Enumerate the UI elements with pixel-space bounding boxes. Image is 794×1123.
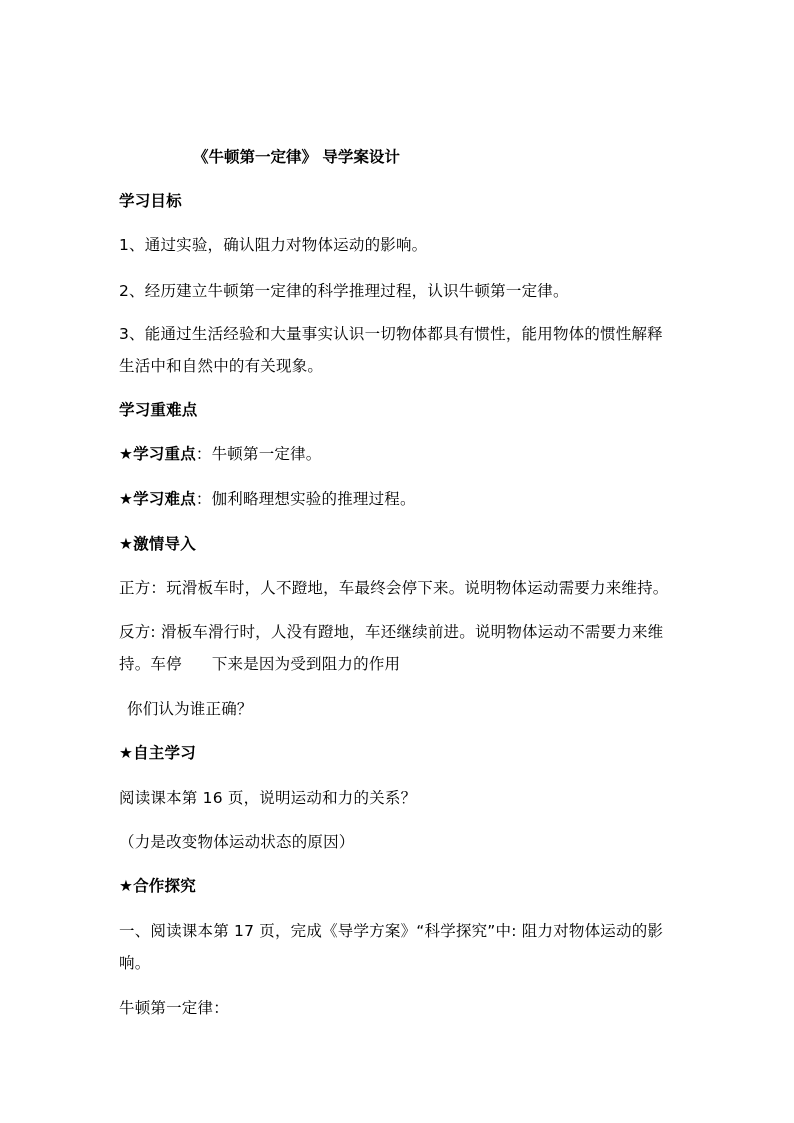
intro-question: 你们认为谁正确？: [127, 700, 253, 718]
key-point-difficulty: [119, 488, 416, 510]
section-heading-key-points: 学习重难点: [119, 401, 198, 419]
objective-item-2: 2、经历建立牛顿第一定律的科学推理过程，认识牛顿第一定律。: [119, 282, 569, 300]
cooperative-item-1-line-1: 一、阅读课本第 17 页，完成《导学方案》“科学探究”中: 阻力对物体运动的影: [119, 922, 664, 940]
focus-label: ★学习重点: [119, 445, 196, 463]
self-study-answer: （力是改变物体运动状态的原因）: [119, 833, 355, 851]
page-title: 《牛顿第一定律》 导学案设计: [193, 148, 400, 166]
intro-con-part-b: 下来是因为受到阻力的作用: [211, 655, 401, 673]
objective-item-1: 1、通过实验，确认阻力对物体运动的影响。: [119, 236, 428, 254]
section-heading-cooperative: ★合作探究: [119, 877, 196, 895]
intro-con-line-2: [119, 653, 400, 675]
intro-pro: 正方：玩滑板车时，人不蹬地，车最终会停下来。说明物体运动需要力来维持。: [119, 579, 669, 597]
section-heading-objectives: 学习目标: [119, 192, 182, 210]
intro-con-part-a: 持。车停: [119, 655, 182, 673]
section-heading-intro: ★激情导入: [119, 535, 196, 553]
self-study-text: 阅读课本第 16 页，说明运动和力的关系？: [119, 789, 417, 807]
objective-item-3-line-2: 生活中和自然中的有关现象。: [119, 357, 324, 375]
newton-law-label: 牛顿第一定律：: [119, 999, 229, 1017]
difficulty-label: ★学习难点: [119, 490, 196, 508]
section-heading-self-study: ★自主学习: [119, 744, 196, 762]
intro-con-line-1: 反方: 滑板车滑行时，人没有蹬地，车还继续前进。说明物体运动不需要力来维: [119, 623, 664, 641]
objective-item-3-line-1: 3、能通过生活经验和大量事实认识一切物体都具有惯性，能用物体的惯性解释: [119, 325, 663, 343]
key-point-focus: [119, 443, 322, 465]
cooperative-item-1-line-2: 响。: [119, 954, 151, 972]
focus-text: ：牛顿第一定律。: [195, 445, 322, 463]
difficulty-text: ：伽利略理想实验的推理过程。: [195, 490, 416, 508]
